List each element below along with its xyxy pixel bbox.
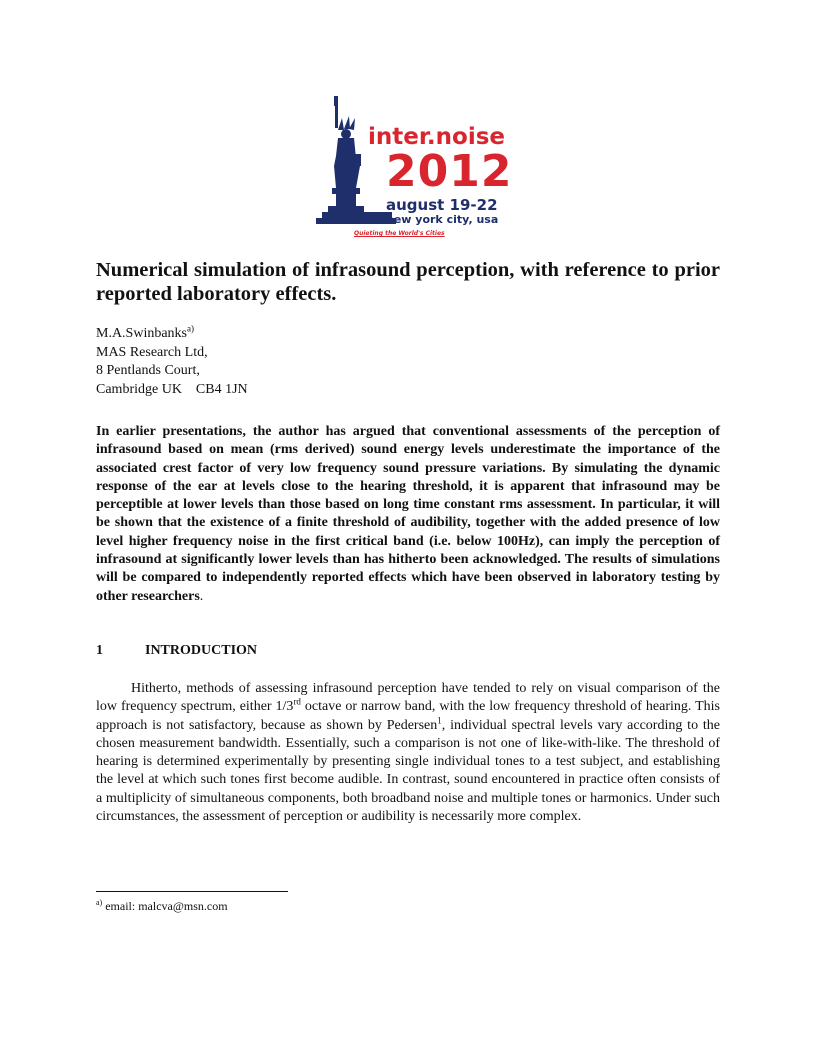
author-block xyxy=(96,325,496,399)
logo-city: new york city, usa xyxy=(386,213,499,226)
author-city-postcode: Cambridge UK CB4 1JN xyxy=(96,381,248,397)
footnote xyxy=(96,899,228,914)
intro-text-3: , individual spectral levels vary according to the chosen measurement bandwidth. Essentially, such a comparison is not one of like-with-like. The threshold of hearing is determined experimentally by presenting single individual tones to a test subject, and establishing the level at which such tones first become audible. In contrast, sound encountered in practice often consists of a multiplicity of simultaneous components, both broadband noise and multiple tones or harmonics. Under such circumstances, the assessment of perception or audibility is necessarily more complex. xyxy=(96,717,720,825)
abstract xyxy=(96,423,720,606)
footnote-marker: a) xyxy=(96,898,103,907)
citation-marker: 1 xyxy=(437,714,442,725)
author-footnote-marker: a) xyxy=(187,323,195,334)
section-title: INTRODUCTION xyxy=(145,643,258,658)
intro-paragraph xyxy=(96,680,720,826)
intro-text-1: Hitherto, methods of assessing infrasound perception have tended to rely on visual comparison of the low frequency spectrum, either 1/3 xyxy=(96,681,720,715)
statue-of-liberty-icon xyxy=(316,96,396,228)
logo-wordmark: inter.noise xyxy=(368,124,506,150)
section-heading xyxy=(96,643,257,659)
footnote-text: email: malcva@msn.com xyxy=(102,899,228,913)
logo-tagline: Quieting the World's Cities xyxy=(354,230,445,237)
abstract-period: . xyxy=(199,588,204,604)
abstract-text: In earlier presentations, the author has argued that conventional assessments of the perception of infrasound based on mean (rms derived) sound energy levels underestimate the importance of the associated crest factor of very low frequency sound pressure variations. By simulating the dynamic response of the ear at levels close to the hearing threshold, it is apparent that infrasound may be perceptible at lower levels than those based on long time constant rms assessment. In particular, it will be shown that the existence of a finite threshold of audibility, together with the added presence of low level higher frequency noise in the first critical band (i.e. below 100Hz), can imply the perception of infrasound at significantly lower levels than has hitherto been acknowledged. The results of simulations will be compared to independently reported effects which have been observed in laboratory testing by other researchers xyxy=(96,424,720,604)
logo-year: 2012 xyxy=(386,146,513,197)
author-address: 8 Pentlands Court, xyxy=(96,363,200,378)
conference-logo xyxy=(316,96,513,246)
intro-text-2: octave or narrow band, with the low frequency threshold of hearing. This approach is not satisfactory, because as shown by Pedersen xyxy=(96,699,720,733)
section-number: 1 xyxy=(96,643,103,658)
paper-title: Numerical simulation of infrasound perception, with reference to prior reported laboratory effects. xyxy=(96,259,720,305)
logo-dates: august 19-22 xyxy=(386,196,498,214)
author-name: M.A.Swinbanks xyxy=(96,326,188,341)
author-affiliation: MAS Research Ltd, xyxy=(96,344,208,360)
footnote-divider xyxy=(96,891,288,892)
intro-superscript-rd: rd xyxy=(293,696,301,707)
author-name-line xyxy=(96,325,496,344)
